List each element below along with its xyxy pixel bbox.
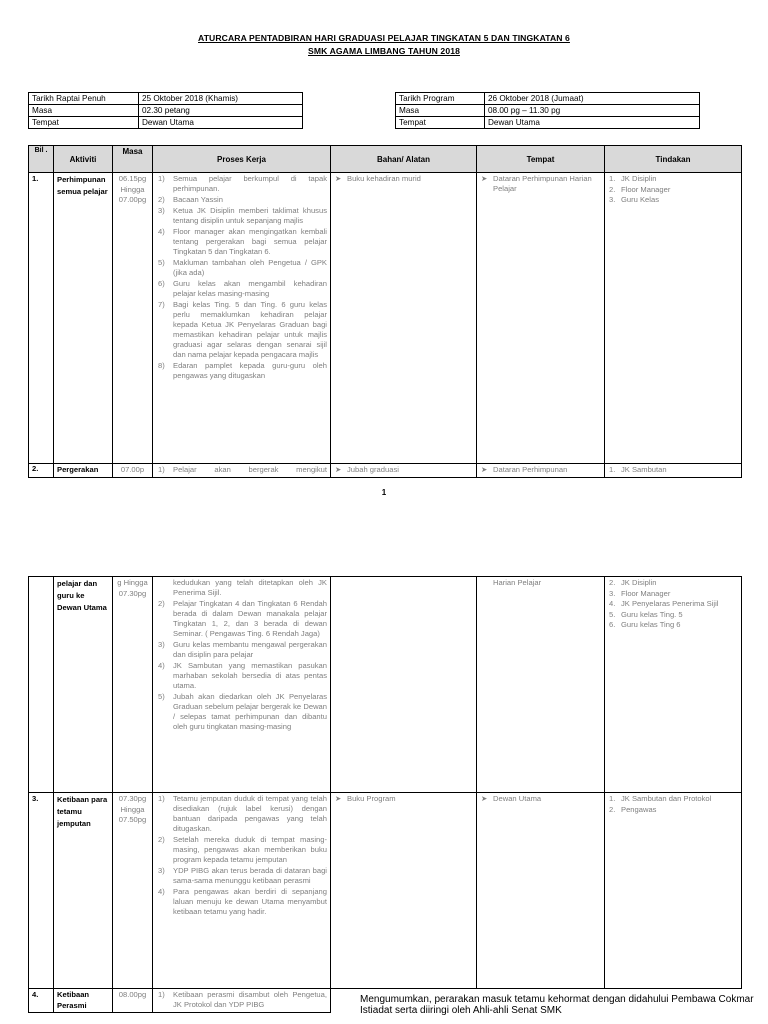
row-aktiviti: pelajar dan guru ke Dewan Utama xyxy=(54,577,113,793)
info-label: Tempat xyxy=(396,117,485,129)
tindakan-item: 5. Guru kelas Ting. 5 xyxy=(609,609,683,619)
step-item: 2) Setelah mereka duduk di tempat masing-masing, pengawas akan memberikan buku program kepada tetamu jemputan xyxy=(158,835,327,864)
table-header-row xyxy=(29,146,742,173)
table-row xyxy=(29,793,742,989)
row-bil xyxy=(29,577,54,793)
header-proses: Proses Kerja xyxy=(153,146,331,173)
row-bahan xyxy=(331,464,477,478)
header-tempat: Tempat xyxy=(477,146,605,173)
header-aktiviti: Aktiviti xyxy=(54,146,113,173)
header-tindakan: Tindakan xyxy=(605,146,742,173)
row-tempat xyxy=(477,464,605,478)
step-item: 6) Guru kelas akan mengambil kehadiran pelajar kelas masing-masing xyxy=(158,279,327,298)
tindakan-item: 2. Floor Manager xyxy=(609,184,671,194)
row-aktiviti: Pergerakan xyxy=(54,464,113,478)
tindakan-item: 6. Guru kelas Ting 6 xyxy=(609,620,681,629)
arrow-bullet-icon: ➤ xyxy=(481,465,488,474)
bahan-item: ➤ Buku Program xyxy=(335,794,396,803)
row-masa: 06.15pg Hingga 07.00pg xyxy=(113,173,153,464)
table-row xyxy=(29,173,742,464)
row-tempat xyxy=(477,793,605,989)
table-row xyxy=(29,577,742,793)
tempat-item: ➤ Dataran Perhimpunan Harian Pelajar xyxy=(481,174,592,193)
step-item: 3) Ketua JK Disiplin memberi taklimat khusus tentang disiplin untuk sepanjang majlis xyxy=(158,206,327,225)
table-row xyxy=(29,464,742,478)
row-bil: 2. xyxy=(29,464,54,478)
arrow-bullet-icon: ➤ xyxy=(335,465,342,474)
row-aktiviti: Perhimpunan semua pelajar xyxy=(54,173,113,464)
page-number: 1 xyxy=(381,488,387,497)
row-tindakan xyxy=(605,793,742,989)
document-title: ATURCARA PENTADBIRAN HARI GRADUASI PELAJAR TINGKATAN 5 DAN TINGKATAN 6 xyxy=(198,33,570,43)
step-item: 3) YDP PIBG akan terus berada di dataran bagi sama-sama menunggu ketibaan perasmi xyxy=(158,866,327,885)
row-masa: 07.00p xyxy=(113,464,153,478)
rehearsal-info-table xyxy=(28,92,303,129)
row-aktiviti: Ketibaan Perasmi xyxy=(54,989,113,1013)
step-item: 1) Ketibaan perasmi disambut oleh Pengetua, JK Protokol dan YDP PIBG xyxy=(158,990,327,1009)
row-aktiviti: Ketibaan para tetamu jemputan xyxy=(54,793,113,989)
row-proses xyxy=(153,793,331,989)
step-item: 2) Bacaan Yassin xyxy=(158,195,223,204)
row-tindakan xyxy=(605,464,742,478)
info-value: Dewan Utama xyxy=(485,117,700,129)
bahan-item: ➤ Jubah graduasi xyxy=(335,465,399,474)
info-value: 26 Oktober 2018 (Jumaat) xyxy=(485,93,700,105)
announcement-note: Mengumumkan, perarakan masuk tetamu kehormat dengan didahului Pembawa Cokmar Istiadat serta diiringi oleh Ahli-ahli Senat SMK xyxy=(360,994,754,1016)
row-bahan xyxy=(331,173,477,464)
row-masa: 08.00pg xyxy=(113,989,153,1013)
row-proses xyxy=(153,173,331,464)
row-bahan xyxy=(331,577,477,793)
info-label: Tempat xyxy=(29,117,139,129)
info-label: Masa xyxy=(29,105,139,117)
info-label: Masa xyxy=(396,105,485,117)
step-item: 8) Edaran pamplet kepada guru-guru oleh pengawas yang ditugaskan xyxy=(158,361,327,380)
step-item: 3) Guru kelas membantu mengawal pergerakan dan disiplin para pelajar xyxy=(158,640,327,659)
tindakan-item: 2. JK Disiplin xyxy=(609,578,657,587)
row-tindakan xyxy=(605,173,742,464)
info-value: 25 Oktober 2018 (Khamis) xyxy=(139,93,303,105)
tempat-item: ➤ Dewan Utama xyxy=(481,794,542,803)
program-info-table xyxy=(395,92,700,129)
tindakan-item: 3. Floor Manager xyxy=(609,588,671,598)
step-item: 4) Para pengawas akan berdiri di sepanjang laluan menuju ke dewan Utama menyambut ketibaan tetamu yang hadir. xyxy=(158,887,327,916)
step-item: 1) Pelajar akan bergerak mengikut xyxy=(158,465,327,474)
step-item: 7) Bagi kelas Ting. 5 dan Ting. 6 guru kelas perlu memaklumkan kehadiran pelajar kepada Ketua JK Penyelaras Graduan bagi memastikan kehadiran pelajar untuk majlis graduasi agar selaras dengan senarai sijil dan nama pelajar kepada pengacara majlis xyxy=(158,300,327,359)
tindakan-item: 2. Pengawas xyxy=(609,804,657,814)
arrow-bullet-icon: ➤ xyxy=(335,794,342,803)
tempat-item: ➤ Dataran Perhimpunan xyxy=(481,465,568,474)
step-item: 5) Makluman tambahan oleh Pengetua / GPK (jika ada) xyxy=(158,258,327,277)
step-item: 4) Floor manager akan mengingatkan kembali tentang pergerakan bagi semua pelajar Tingkatan 5 dan Tingkatan 6. xyxy=(158,227,327,256)
row-bil: 3. xyxy=(29,793,54,989)
tindakan-item: 1. JK Sambutan xyxy=(609,465,667,474)
tindakan-item: 1. JK Disiplin xyxy=(609,174,657,183)
bahan-item: ➤ Buku kehadiran murid xyxy=(335,174,421,183)
step-item: 1) Semua pelajar berkumpul di tapak perhimpunan. xyxy=(158,174,327,193)
arrow-bullet-icon: ➤ xyxy=(481,174,488,183)
row-tindakan xyxy=(605,577,742,793)
info-label: Tarikh Program xyxy=(396,93,485,105)
info-value: 02.30 petang xyxy=(139,105,303,117)
row-bil: 1. xyxy=(29,173,54,464)
schedule-table xyxy=(28,145,742,478)
tindakan-item: 3. Guru Kelas xyxy=(609,195,659,204)
header-bahan: Bahan/ Alatan xyxy=(331,146,477,173)
info-value: Dewan Utama xyxy=(139,117,303,129)
school-title: SMK AGAMA LIMBANG TAHUN 2018 xyxy=(308,46,460,56)
tindakan-item: 1. JK Sambutan dan Protokol xyxy=(609,794,712,803)
row-masa: 07.30pg Hingga 07.50pg xyxy=(113,793,153,989)
info-value: 08.00 pg – 11.30 pg xyxy=(485,105,700,117)
row-bahan xyxy=(331,793,477,989)
tempat-item: Harian Pelajar xyxy=(493,578,542,587)
header-bil: Bil . xyxy=(29,146,54,173)
steps-list xyxy=(156,174,327,381)
row-tempat xyxy=(477,173,605,464)
header-masa: Masa xyxy=(113,146,153,173)
row-proses xyxy=(153,989,331,1013)
step-item: 5) Jubah akan diedarkan oleh JK Penyelaras Graduan sebelum pelajar bergerak ke Dewan / selepas tamat perhimpunan dan dibantu oleh guru tingkatan masing-masing xyxy=(158,692,327,731)
step-item: kedudukan yang telah ditetapkan oleh JK Penerima Sijil. xyxy=(173,578,327,597)
step-item: 2) Pelajar Tingkatan 4 dan Tingkatan 6 Rendah berada di dalam Dewan manakala pelajar Tingkatan 1, 2, dan 3 berada di dewan Seminar. ( Pengawas Ting. 6 Rendah Jaga) xyxy=(158,599,327,638)
step-item: 4) JK Sambutan yang memastikan pasukan marhaban sekolah bersedia di atas pentas utama. xyxy=(158,661,327,690)
row-tempat xyxy=(477,577,605,793)
step-item: 1) Tetamu jemputan duduk di tempat yang telah disediakan (rujuk label kerusi) dengan bantuan daripada pengawas yang telah ditugaskan. xyxy=(158,794,327,833)
tindakan-item: 4. JK Penyelaras Penerima Sijil xyxy=(609,599,719,608)
row-masa: g Hingga 07.30pg xyxy=(113,577,153,793)
arrow-bullet-icon: ➤ xyxy=(335,174,342,183)
row-proses xyxy=(153,577,331,793)
schedule-table-continued xyxy=(28,576,742,1013)
info-label: Tarikh Raptai Penuh xyxy=(29,93,139,105)
row-bil: 4. xyxy=(29,989,54,1013)
row-proses xyxy=(153,464,331,478)
arrow-bullet-icon: ➤ xyxy=(481,794,488,803)
